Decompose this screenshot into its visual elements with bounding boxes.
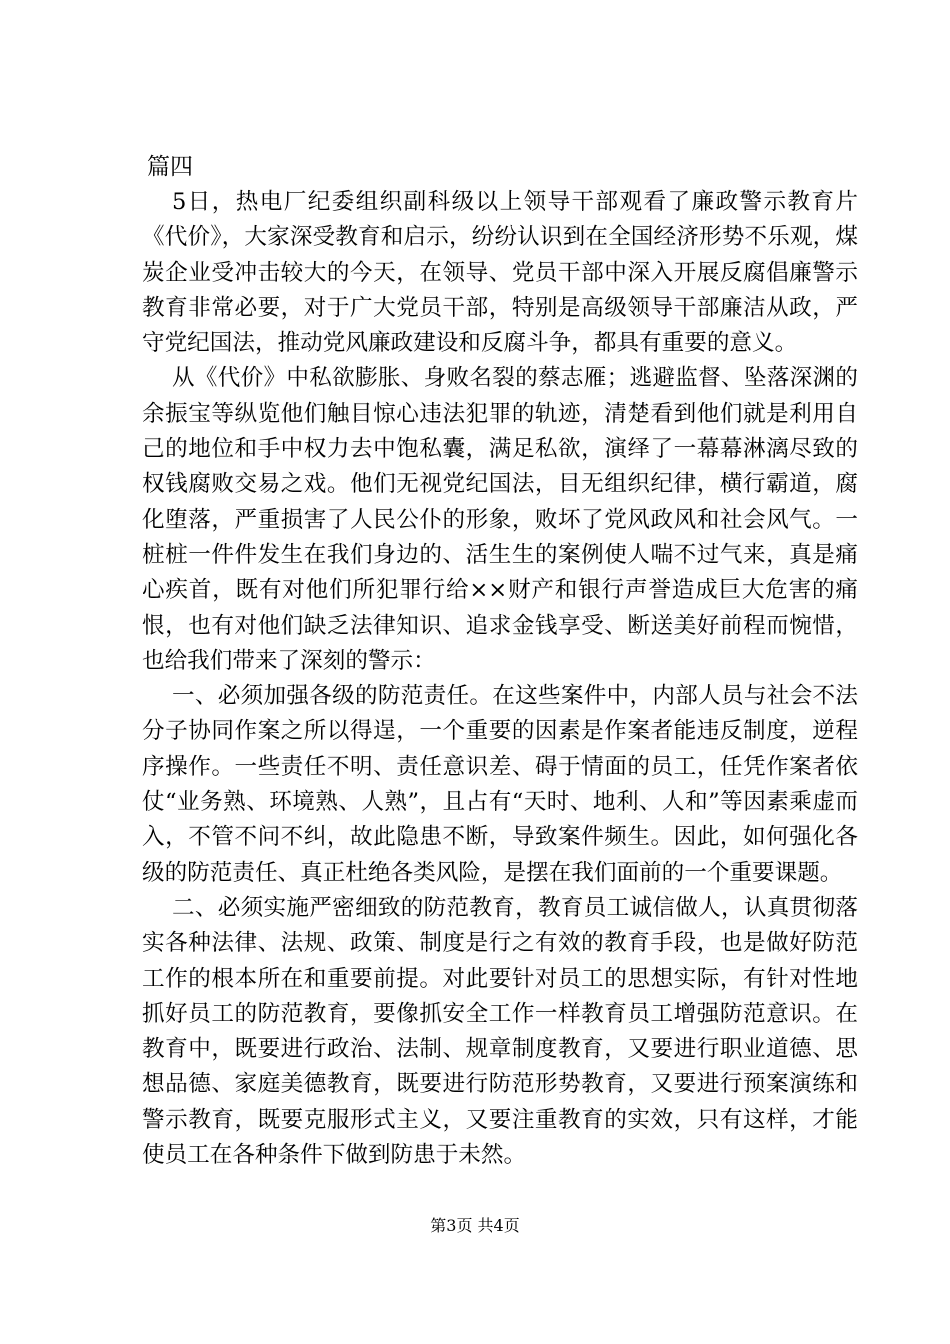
paragraph-3: 一、必须加强各级的防范责任。在这些案件中，内部人员与社会不法分子协同作案之所以得逞，一个重要的因素是作案者能违反制度，逆程序操作。一些责任不明、责任意识差、碍于情面的员工，任凭作案者依仗“业务熟、环境熟、人熟”，且占有“天时、地利、人和”等因素乘虚而入，不管不问不纠，故此隐患不断，导致案件频生。因此，如何强化各级的防范责任、真正杜绝各类风险，是摆在我们面前的一个重要课题。 [142,683,858,886]
paragraph-1: 5日，热电厂纪委组织副科级以上领导干部观看了廉政警示教育片《代价》，大家深受教育和启示，纷纷认识到在全国经济形势不乐观，煤炭企业受冲击较大的今天，在领导、党员干部中深入开展反腐倡廉警示教育非常必要，对于广大党员干部，特别是高级领导干部廉洁从政，严守党纪国法，推动党风廉政建设和反腐斗争，都具有重要的意义。 [142,189,858,357]
page-number-footer: 第3页 共4页 [430,1216,520,1235]
document-body [142,150,858,1173]
paragraph-4: 二、必须实施严密细致的防范教育，教育员工诚信做人，认真贯彻落实各种法律、法规、政策、制度是行之有效的教育手段，也是做好防范工作的根本所在和重要前提。对此要针对员工的思想实际，有针对性地抓好员工的防范教育，要像抓安全工作一样教育员工增强防范意识。在教育中，既要进行政治、法制、规章制度教育，又要进行职业道德、思想品德、家庭美德教育，既要进行防范形势教育，又要进行预案演练和警示教育，既要克服形式主义，又要注重教育的实效，只有这样，才能使员工在各种条件下做到防患于未然。 [142,894,858,1169]
paragraph-2: 从《代价》中私欲膨胀、身败名裂的蔡志雁；逃避监督、坠落深渊的余振宝等纵览他们触目惊心违法犯罪的轨迹，清楚看到他们就是利用自己的地位和手中权力去中饱私囊，满足私欲，演绎了一幕幕淋漓尽致的权钱腐败交易之戏。他们无视党纪国法，目无组织纪律，横行霸道，腐化堕落，严重损害了人民公仆的形象，败坏了党风政风和社会风气。一桩桩一件件发生在我们身边的、活生生的案例使人喘不过气来，真是痛心疾首，既有对他们所犯罪行给××财产和银行声誉造成巨大危害的痛恨，也有对他们缺乏法律知识、追求金钱享受、断送美好前程而惋惜，也给我们带来了深刻的警示： [142,365,858,674]
section-heading: 篇四 [147,154,193,180]
